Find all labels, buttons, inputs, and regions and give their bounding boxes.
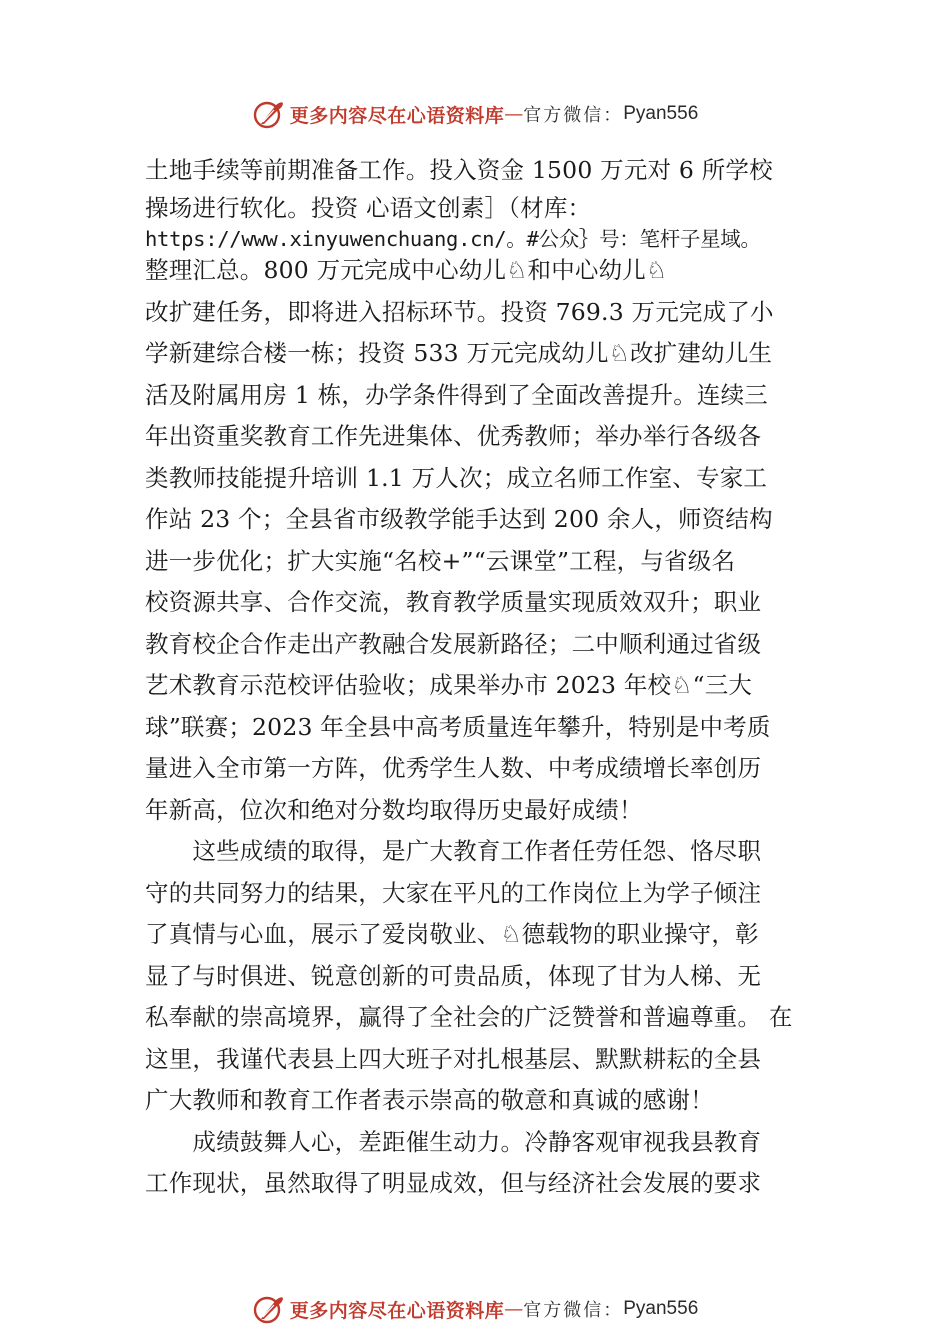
text-line: 教育校企合作走出产教融合发展新路径；二中顺利通过省级: [145, 629, 762, 658]
text-line: 工作现状，虽然取得了明显成效，但与经济社会发展的要求: [145, 1169, 762, 1197]
header-brand: 更多内容尽在心语资料库: [289, 104, 505, 127]
text-line: 整理汇总。800 万元完成中心幼儿♘和中心幼儿♘: [145, 255, 668, 284]
paragraph-start: 成绩鼓舞人心，差距催生动力。冷静客观审视我县教育: [145, 1127, 762, 1156]
text-line: 操场进行软化。投资 心语文创素］（材库：: [145, 193, 592, 222]
text-line: 进一步优化；扩大实施“名校+”“云课堂”工程，与省级名: [145, 546, 736, 575]
document-body: [145, 150, 810, 1205]
text-line: 广大教师和教育工作者表示崇高的敬意和真诚的感谢！: [145, 1086, 714, 1114]
text-line: https://www.xinyuwenchuang.cn/。#公众｝号：笔杆子星域。: [145, 226, 761, 251]
header-account: Pyan556: [623, 103, 699, 124]
text-line: 年出资重奖教育工作先进集体、优秀教师；举办举行各级各: [145, 422, 762, 450]
quill-pen-circle-icon: [252, 97, 286, 131]
footer-wechat-label: 官方微信：: [523, 1300, 624, 1321]
quill-pen-circle-icon: [252, 1292, 286, 1326]
text-line: 球”联赛；2023 年全县中高考质量连年攀升，特别是中考质: [145, 712, 771, 741]
text-line: 土地手续等前期准备工作。投入资金 1500 万元对 6 所学校: [145, 156, 773, 184]
header-banner: [0, 94, 950, 134]
text-line: 私奉献的崇高境界，赢得了全社会的广泛赞誉和普遍尊重。 在: [145, 1003, 793, 1031]
text-line: 改扩建任务，即将进入招标环节。投资 769.3 万元完成了小: [145, 297, 774, 326]
text-line: 守的共同努力的结果，大家在平凡的工作岗位上为学子倾注: [145, 878, 762, 907]
footer-banner: [0, 1289, 950, 1329]
footer-separator: —: [504, 1298, 524, 1320]
text-line: 校资源共享、合作交流，教育教学质量实现质效双升；职业: [145, 588, 762, 616]
text-line: 这里，我谨代表县上四大班子对扎根基层、默默耕耘的全县: [145, 1044, 762, 1073]
text-line: 活及附属用房 1 栋，办学条件得到了全面改善提升。连续三: [145, 380, 768, 409]
text-line: 量进入全市第一方阵，优秀学生人数、中考成绩增长率创历: [145, 754, 762, 782]
text-line: 显了与时俱进、锐意创新的可贵品质，体现了甘为人梯、无: [145, 961, 762, 990]
paragraph-start: 这些成绩的取得，是广大教育工作者任劳任怨、恪尽职: [145, 837, 762, 865]
footer-account: Pyan556: [623, 1298, 699, 1319]
text-line: 年新高，位次和绝对分数均取得历史最好成绩！: [145, 795, 643, 824]
text-line: 类教师技能提升培训 1.1 万人次；成立名师工作室、专家工: [145, 463, 768, 492]
text-line: 学新建综合楼一栋；投资 533 万元完成幼儿♘改扩建幼儿生: [145, 339, 773, 367]
text-line: 了真情与心血，展示了爱岗敬业、♘德载物的职业操守，彰: [145, 920, 759, 948]
text-line: 艺术教育示范校评估验收；成果举办市 2023 年校♘“三大: [145, 671, 753, 699]
text-line: 作站 23 个；全县省市级教学能手达到 200 余人，师资结构: [145, 505, 773, 533]
header-separator: —: [504, 103, 524, 125]
footer-brand: 更多内容尽在心语资料库: [289, 1299, 505, 1322]
header-wechat-label: 官方微信：: [523, 105, 624, 126]
